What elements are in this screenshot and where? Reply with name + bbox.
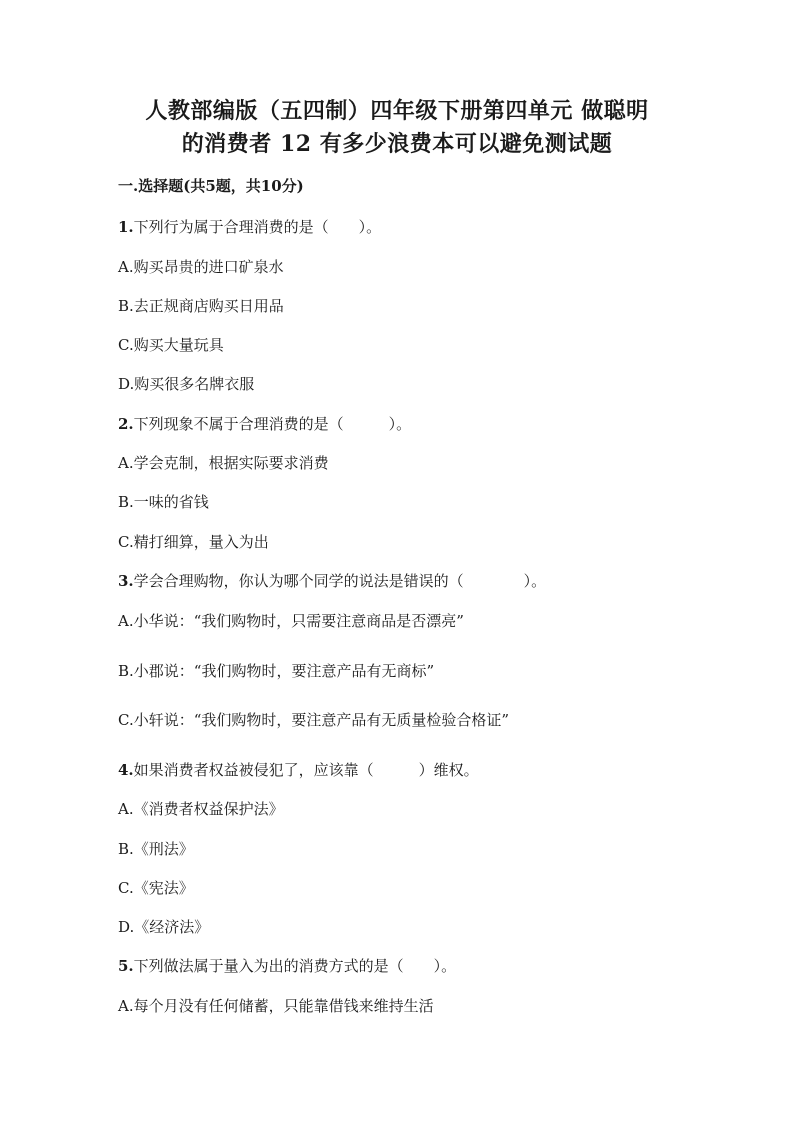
- question-text: 下列现象不属于合理消费的是（ ）。: [133, 415, 412, 433]
- question-1: [118, 216, 381, 238]
- q2-option-c: C.精打细算，量入为出: [118, 533, 269, 551]
- question-text: 如果消费者权益被侵犯了，应该靠（ ）维权。: [133, 761, 479, 779]
- question-4: [118, 759, 479, 781]
- question-3: [118, 570, 546, 592]
- document-title-line-1: 人教部编版（五四制）四年级下册第四单元 做聪明: [145, 98, 649, 124]
- q3-option-a: A.小华说：“我们购物时，只需要注意商品是否漂亮”: [118, 612, 464, 630]
- q1-option-c: C.购买大量玩具: [118, 336, 224, 354]
- q4-option-a: A.《消费者权益保护法》: [118, 800, 284, 818]
- q1-option-d: D.购买很多名牌衣服: [118, 375, 255, 393]
- question-5: [118, 955, 456, 977]
- q1-option-a: A.购买昂贵的进口矿泉水: [118, 258, 284, 276]
- q3-option-b: B.小郡说：“我们购物时，要注意产品有无商标”: [118, 662, 435, 680]
- q4-option-b: B.《刑法》: [118, 840, 194, 858]
- question-2: [118, 413, 411, 435]
- q2-option-b: B.一味的省钱: [118, 493, 209, 511]
- q1-option-b: B.去正规商店购买日用品: [118, 297, 284, 315]
- question-number: 1.: [118, 218, 134, 236]
- question-number: 2.: [118, 415, 134, 433]
- section-heading: 一.选择题(共5题，共10分): [118, 177, 304, 195]
- q3-option-c: C.小轩说：“我们购物时，要注意产品有无质量检验合格证”: [118, 711, 510, 729]
- question-number: 4.: [118, 761, 134, 779]
- question-text: 学会合理购物，你认为哪个同学的说法是错误的（ ）。: [133, 572, 547, 590]
- q5-option-a: A.每个月没有任何储蓄，只能靠借钱来维持生活: [118, 997, 434, 1015]
- document-title-line-2: 的消费者 12 有多少浪费本可以避免测试题: [181, 131, 613, 157]
- q2-option-a: A.学会克制，根据实际要求消费: [118, 454, 329, 472]
- question-number: 5.: [118, 957, 134, 975]
- question-text: 下列做法属于量入为出的消费方式的是（ ）。: [133, 957, 457, 975]
- question-number: 3.: [118, 572, 134, 590]
- q4-option-c: C.《宪法》: [118, 879, 194, 897]
- question-text: 下列行为属于合理消费的是（ ）。: [133, 218, 382, 236]
- q4-option-d: D.《经济法》: [118, 918, 210, 936]
